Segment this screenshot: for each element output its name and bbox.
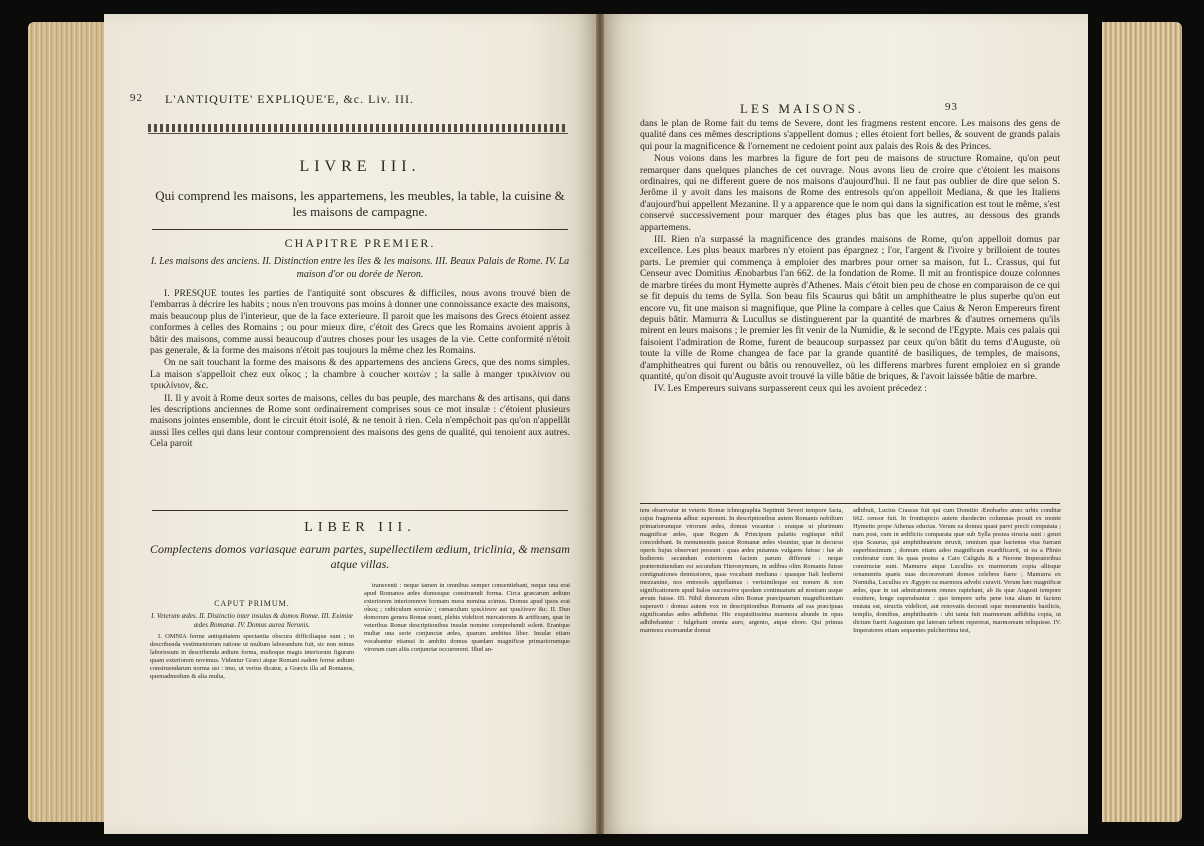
divider-rule	[152, 510, 568, 511]
chapter-summary: I. Les maisons des anciens. II. Distinction entre les îles & les maisons. III. Beaux Palais de Rome. IV. La maison d'or ou dorée de Neron.	[150, 256, 570, 280]
head-ornament-band	[148, 121, 568, 135]
left-running-head: L'ANTIQUITE' EXPLIQUE'E, &c. Liv. III.	[165, 92, 414, 106]
paragraph: IV. Les Empereurs suivans surpasserent ceux qui les avoient précedez :	[654, 383, 927, 395]
livre-subtitle: Qui comprend les maisons, les appartemens, les meubles, la table, la cuisine & les maisons de campagne.	[155, 188, 565, 219]
liber-heading: LIBER III.	[304, 520, 416, 535]
liber-subtitle: Complectens domos variasque earum partes, supellectilem ædium, triclinia, & mensam atque villas.	[150, 542, 570, 571]
latin-paragraph: I. OMNIA ferme antiquitatem spectantia obscura difficiliaque sunt ; in describenda vestimentorum ratione ut multum laborandum fuit, sic non minus laboriosum in describenda ædium forma, multoque magis interiorum figuram quam exteriorem novimus. Videntur Græci atque Romani eadem ferme ædium construendarum norma usi : imo, ut verius dicatur, a Græcis illa ad Romanos, quemadmodum & alia multa,	[150, 633, 354, 680]
divider-rule	[152, 229, 568, 230]
left-latin-column-1	[150, 600, 354, 682]
paragraph: dans le plan de Rome fait du tems de Severe, dont les fragmens restent encore. Les maisons des gens de qualité dans ces mêmes descriptions s'appellent domus ; elles étoient fort belles, & souvent de grands palais qui pour la magnificence & l'ornement ne cedoient point aux palais des Rois & des Princes.	[640, 118, 1060, 152]
chapter-heading: CHAPITRE PREMIER.	[284, 236, 436, 250]
paragraph: On ne sait touchant la forme des maisons & des appartemens des anciens Grecs, que des noms simples. La maison s'appelloit chez eux οἶκος ; la chambre à coucher κοιτὼν ; la salle à manger τρικλίνιον ou τρικλίνιον, &c.	[150, 357, 570, 392]
paragraph: Nous voions dans les marbres la figure de fort peu de maisons de structure Romaine, qu'on peut remarquer dans quelques planches de cet ouvrage. Nous avons lieu de croire que c'étoient les maisons ordinaires, qui ne different guere de nos maisons d'aujourd'hui. Il ne faut pas oublier de dire que selon S. Jerôme il y avoit dans les maisons de Rome des entresols qu'on appelloit Mediana, & que les Italiens d'aujourd'hui appellent Mezanine. Il y a apparence que le nom qui dans la signification est tout le même, s'est conservé successivement pour marquer des étages plus bas que les autres, au dessous des grands appartemens.	[640, 153, 1060, 233]
latin-paragraph: tem observatur in veteris Romæ ichnographia Septimii Severi tempore facta, cujus fragmenta adhuc supersunt. In descriptionibus autem Romanis nobilium primariorumque virorum ædes, domus vocantur : eratque ut plurimum magnificæ ædes, quæ Regum & Principum palatiis regiisque nihil concedebant. In monumentis paucæ Romanæ ædes visuntur, quæ in decursu operis hujus observari possunt : quas ædes putamus vulgares fuisse : hæ ab hodiernis secundum exteriorem faciem parum differunt : neque prætermittendum est secundum Hieronymum, in ædibus olim Romanis fuisse contignationes demissiores, quas vocabant mediana : quasque Itali hodierni mezzanine, nos entresols appellamus : verisimileque est nomen & non significationem apud Italos successive quodam continuatum ad nostram usque ævum fuisse. III. Nihil domorum olim Romæ præcipuarum magnificentiam superavit : domus autem vox in descriptionibus Romanis ad eas præcipuas significandas ædes adhibetur. Hic exquisitissima marmora abunde in opus adhibebantur : fulgebant omnia auro, argento, atque ebore. Qui primus marmora exornandæ domui	[640, 507, 843, 634]
right-running-head: LES MAISONS.	[740, 101, 865, 116]
left-page-number: 92	[130, 92, 143, 104]
latin-paragraph: transvenit : neque tamen in omnibus semper consentiebant, neque una erat apud Romanos ædes domosque construendi forma. Circa græcarum ædium exteriorem interioremve formam mera nomina scimus. Domus apud ipsos erat οἶκος ; cubiculum κοιτὼν ; cœnaculum τρικλίνιον aut τρικλίνιον &c. II. Duo domorum genera Romæ erant, plebis videlicet mercatorum & artificum, quæ in veteribus Romæ descriptionibus insulæ nomine comprehendi solent. Erantque multæ una serie conjunctæ ædes, quarum ambitus liber. Insulæ etiam vocabantur etiamsi in ambitu domus quædam magnificæ primariorumque virorum cum aliis conjunctæ occurrerent. Illud an-	[364, 582, 570, 653]
left-latin-column-2	[364, 582, 570, 655]
page-edges-right	[1102, 22, 1182, 822]
right-french-text	[640, 118, 1060, 396]
paragraph: I. PRESQUE toutes les parties de l'antiquité sont obscures & difficiles, nous avons trouvé bien de l'embarras à décrire les habits ; nous n'en trouvons pas moins à donner une connoissance exacte des maisons, mais beaucoup plus de l'interieur, que de la face exterieure. Il paroit que les maisons des Grecs étoient assez conformes à celles des Romains ; ou pour mieux dire, c'étoit des Grecs que les Romains avoient appris à bâtir des maisons, comme aussi beaucoup d'autres choses pour les usages de la vie. Cette conformité n'étoit pas generale, & la forme des maisons n'étoit pas toujours la même chez les Romains.	[150, 288, 570, 357]
divider-rule	[640, 503, 1060, 504]
left-french-text	[150, 288, 570, 451]
latin-paragraph: adhibuit, Lucius Crassus fuit qui cum Domitio Ænobarbo anno urbis conditæ 662. censor fuit. In frontispicio autem duodecim columnas posuit ex monte Hymetto prope Athenas eductas. Verum ea domus quasi parvi precii computata ; nam post, cum in ædificiis comparata quæ sub Sylla postea structa sunt : genet ejus Scaurus, qui amphitheatrum struxit, omnium quæ hactenus visa fuerant superbissimum ; domum etiam adeo magnificam exædificavit, ut ea a Plinio conferatur cum iis quas postea a Caio Caligula & a Nerone Imperatoribus constructæ sunt. Mamurra atque Lucullus ex marmorum copia aliisque ornamentis quæis suas decoraverant domos celebres fuere ; Mamurra ex Numidia, Lucullus ex Ægypto ea marmora advehi curavit. Verum hæc magnificæ ædes, quæ in sui admirationem omnes rapiebant, ab iis quæ Augusti tempore exstitere, longe superabantur : quo tempore urbs pene tota aliam in faciem mutata est, structis videlicet, aut renovatis decorati sque monumentis basilicis, templis, domibus, amphitheatris : ubi tanta fuit marmorum adhibita copia, ut dictum fuerit Augustum qui lateram urbem repererat, marmoream reliquisse. IV. Imperatores etiam sequentes pulcherrima tesi,	[853, 507, 1061, 634]
livre-heading: LIVRE III.	[299, 158, 421, 175]
right-latin-column-1	[640, 507, 843, 636]
paragraph: II. Il y avoit à Rome deux sortes de maisons, celles du bas peuple, des marchans & des artisans, qui dans les descriptions anciennes de Rome sont ordinairement comprises sous ce mot insulæ : c'étoient plusieurs maisons jointes ensemble, dont le circuit étoit isolé, & ne tenoit à rien. Cela n'empêchoit pas qu'on n'appellât aussi îles celles qui dans leur contour comprenoient des maisons des gens de qualité, qui tenoient aux autres. Cela paroit	[150, 392, 570, 450]
right-latin-column-2	[853, 507, 1061, 636]
book-gutter	[596, 14, 604, 834]
paragraph: III. Rien n'a surpassé la magnificence des grandes maisons de Rome, qu'on appelloit domus par excellence. Les plus beaux marbres n'y etoient pas épargnez ; l'or, l'argent & l'ivoire y brilloient de toutes parts. Le premier qui commença à emploier des marbres pour orner sa maison, fut L. Crassus, qui fut Censeur avec Domitius Ænobarbus l'an 662. de la fondation de Rome. Il mit au frontispice douze colonnes de marbre tirées du mont Hymette auprès d'Athenes. Mais c'étoit bien peu de chose en comparaison de ce qui se fit depuis du tems de Sylla. Son beau fils Scaurus qui bâtit un amphitheatre le plus superbe qu'on eut encore vu, fit une maison si magnifique, que Pline la compare à celles que Caius & Neron Empereurs firent depuis bâtir. Mamurra & Lucullus se distinguerent par la quantité de marbres & d'autres ornemens qu'ils mirent en leurs maisons ; le premier les fit venir de la Numidie, & le second de l'Egypte. Mais ces palais qui faisoient l'admiration de Rome, furent de beaucoup surpassez par ceux qu'on bâtit du tems d'Auguste, où toute la ville de Rome changea de face par la grande quantité de basiliques, de temples, de maisons, d'amphitheatres qui furent ou bâtis ou renouvellez, où les differens marbres furent emploiez en si grande quantité, qu'on disoit qu'Auguste avoit trouvé la ville bâtie de briques, & l'avoit laissée bâtie de marbre.	[640, 234, 1060, 382]
right-page-number: 93	[945, 101, 958, 113]
caput-summary: I. Veterum ædes. II. Distinctio inter insulas & domos Romæ. III. Eximiæ ædes Romanæ. IV. Domus aurea Neronis.	[151, 612, 353, 629]
caput-heading: CAPUT PRIMUM.	[214, 599, 290, 608]
